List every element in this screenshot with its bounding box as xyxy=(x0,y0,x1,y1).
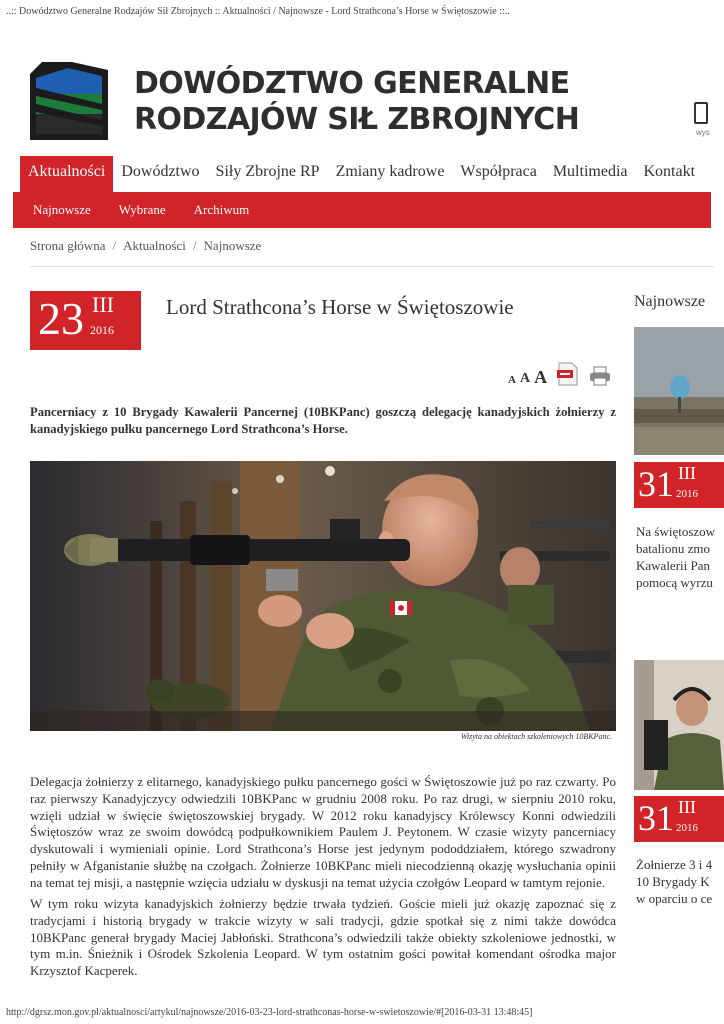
photo-caption: Wizyta na obiektach szkoleniowych 10BKPanc. xyxy=(460,732,612,741)
search-icon[interactable] xyxy=(694,102,708,124)
org-name xyxy=(134,66,579,138)
font-size-small-button[interactable]: A xyxy=(508,374,516,386)
article-tools xyxy=(508,360,611,386)
sidebar-date-year: 2016 xyxy=(676,822,698,834)
search-caption: wys xyxy=(696,128,710,137)
article-paragraph: Delegacja żołnierzy z elitarnego, kanadyjskiego pułku pancernego gości w Świętoszowie już po raz czwarty. Po raz pierwszy Kanadyjczycy odwiedzili 10BKPanc w grudniu 2008 roku. Po raz drugi, w sierpniu 2010 roku, wzięli udział w święcie świętoszowskiej brygady. W 2012 roku kanadyjscy Królewscy Konni odwiedzili Świętoszów wraz ze swoim dowódcą podpułkownikiem Paulem J. Peytonem. W czasie wizyty pancerniacy dyskutowali i wymieniali opinie. Lord Strathcona’s Horse jest jedynym pododdziałem, którego szwadrony pełniły w Afganistanie służbę na czołgach. Żołnierze 10BKPanc mieli niecodzienną okazję wysłuchania opinii na temat tej misji, a następnie wzięcia udziału w dyskusji na temat użycia czołgów Leopard w tamtym rejonie. xyxy=(30,774,616,890)
article-date-month: III xyxy=(92,292,114,317)
breadcrumb-najnowsze[interactable]: Najnowsze xyxy=(203,238,262,253)
sidebar-item-excerpt[interactable] xyxy=(636,523,724,591)
main-nav-item-multimedia[interactable]: Multimedia xyxy=(552,163,628,180)
article-paragraph: W tym roku wizyta kanadyjskich żołnierzy będzie trwała tydzień. Goście mieli już okazję zapoznać się z tradycjami i historią brygady w trakcie wizyty w sali tradycji, gdzie spotkał się z nimi także dowódca 10BKPanc generał brygady Maciej Jabłoński. Strathcona’s odwiedzili także obiekty szkoleniowe jednostki, w tym m.in. Śnieżnik i Ośrodek Szkolenia Leopard. W tym ostatnim gości powitał komendant ośrodka major Krzysztof Kacperek. xyxy=(30,896,616,979)
print-header: ..:: Dowództwo Generalne Rodzajów Sił Zbrojnych :: Aktualności / Najnowsze - Lord Strathcona’s Horse w Świętoszowie ::.. xyxy=(6,6,510,17)
sidebar-excerpt-line: 10 Brygady K xyxy=(636,874,710,889)
breadcrumb-aktualnosci[interactable]: Aktualności xyxy=(123,238,186,253)
sidebar-image-2 xyxy=(634,660,724,790)
article-title: Lord Strathcona’s Horse w Świętoszowie xyxy=(166,295,514,319)
sidebar-date-month: III xyxy=(678,463,696,483)
article-photo-image xyxy=(30,461,616,731)
breadcrumb-home[interactable]: Strona główna xyxy=(30,238,106,253)
site-logo[interactable] xyxy=(28,60,588,150)
font-size-large-button[interactable]: A xyxy=(534,367,548,387)
divider xyxy=(30,266,714,267)
main-nav-item-kontakt[interactable]: Kontakt xyxy=(643,163,696,180)
pdf-icon[interactable] xyxy=(557,362,579,386)
sidebar-excerpt-line: Kawalerii Pan xyxy=(636,558,711,573)
main-nav xyxy=(20,156,703,192)
print-footer: http://dgrsz.mon.gov.pl/aktualnosci/artykul/najnowsze/2016-03-23-lord-strathconas-horse-w-swietoszowie/#[2016-03-31 13:48:45] xyxy=(6,1007,533,1018)
main-nav-item-dowodztwo[interactable]: Dowództwo xyxy=(121,163,200,180)
sidebar-excerpt-line: Żołnierze 3 i 4 xyxy=(636,857,713,872)
breadcrumb-separator: / xyxy=(192,238,197,253)
sidebar-heading: Najnowsze xyxy=(634,293,706,310)
print-icon[interactable] xyxy=(589,366,611,386)
main-nav-item-zmiany-kadrowe[interactable]: Zmiany kadrowe xyxy=(335,163,445,180)
sidebar-excerpt-line: w oparciu o ce xyxy=(636,891,713,906)
article-date-day: 23 xyxy=(38,293,84,344)
sidebar-date-day: 31 xyxy=(638,464,674,504)
sidebar-date-day: 31 xyxy=(638,798,674,838)
main-nav-item-wspolpraca[interactable]: Współpraca xyxy=(460,163,537,180)
sidebar-image-1 xyxy=(634,327,724,455)
sidebar-date-badge xyxy=(634,462,724,508)
sidebar-excerpt-line: batalionu zmo xyxy=(636,541,711,556)
font-size-medium-button[interactable]: A xyxy=(519,371,531,386)
shield-emblem-icon xyxy=(28,60,110,142)
article-date-year: 2016 xyxy=(90,323,114,337)
sidebar-date-year: 2016 xyxy=(676,488,698,500)
article-photo[interactable] xyxy=(30,461,616,731)
breadcrumb-separator: / xyxy=(112,238,117,253)
main-nav-item-sily-zbrojne[interactable]: Siły Zbrojne RP xyxy=(215,163,320,180)
sidebar-item-image[interactable] xyxy=(634,327,724,455)
sidebar-excerpt-line: Na świętoszow xyxy=(636,524,716,539)
sub-nav-item-wybrane[interactable]: Wybrane xyxy=(118,202,166,217)
sub-nav-item-najnowsze[interactable]: Najnowsze xyxy=(33,202,91,217)
sidebar-item-excerpt[interactable] xyxy=(636,856,724,907)
sidebar-item-image[interactable] xyxy=(634,660,724,790)
sub-nav-item-archiwum[interactable]: Archiwum xyxy=(193,202,250,217)
breadcrumb xyxy=(30,238,261,254)
sidebar-excerpt-line: pomocą wyrzu xyxy=(636,575,713,590)
sub-nav xyxy=(13,192,711,228)
sidebar-date-badge xyxy=(634,796,724,842)
org-name-line2: RODZAJÓW SIŁ ZBROJNYCH xyxy=(134,102,580,137)
main-nav-item-aktualnosci[interactable]: Aktualności xyxy=(20,156,113,192)
article-date-badge xyxy=(30,291,141,350)
article-lead: Pancerniacy z 10 Brygady Kawalerii Pancernej (10BKPanc) goszczą delegację kanadyjskich żołnierzy z kanadyjskiego pułku pancernego Lord Strathcona’s Horse. xyxy=(30,405,616,436)
sidebar-date-month: III xyxy=(678,797,696,817)
org-name-line1: DOWÓDZTWO GENERALNE xyxy=(134,66,570,101)
